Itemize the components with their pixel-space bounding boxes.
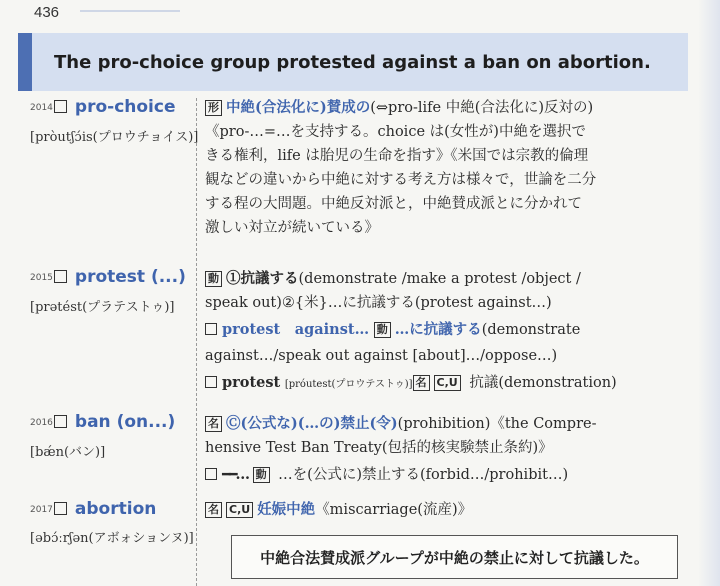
checkbox-icon[interactable] xyxy=(54,502,67,515)
definition-main: Ⓒ(公式な)(…の)禁止(令) xyxy=(226,415,398,432)
entry-body-abortion xyxy=(205,498,670,522)
entry-number: 2017 xyxy=(30,505,53,515)
derivative-text: …を(公式に)禁止する(forbid…/prohibit…) xyxy=(273,467,569,483)
definition-line xyxy=(205,96,670,120)
pos-verb-icon: 動 xyxy=(253,467,270,483)
derivative-line xyxy=(205,368,670,397)
checkbox-icon[interactable] xyxy=(54,100,67,113)
pos-verb-icon: 動 xyxy=(205,271,222,287)
derivative-word: ━━… xyxy=(222,466,248,483)
entry-number: 2016 xyxy=(30,418,53,428)
definition-text: (demonstrate /make a protest /object / xyxy=(298,271,581,287)
pos-noun-icon: 名 xyxy=(205,416,222,432)
checkbox-icon[interactable] xyxy=(205,468,217,480)
checkbox-icon[interactable] xyxy=(54,270,67,283)
pronunciation: [pròutʃɔ́is(プロウチョイス)] xyxy=(30,130,199,145)
definition-main: ①抗議する xyxy=(226,270,299,287)
definition-line: against…/speak out against [about]…/oppose…) xyxy=(205,348,558,364)
pronunciation: [prətést(プラテストゥ)] xyxy=(30,300,175,315)
example-sentence: The pro-choice group protested against a ban on abortion. xyxy=(54,51,651,73)
phrase-main: protest against… xyxy=(222,321,370,338)
pos-verb-icon: 動 xyxy=(374,322,391,338)
definition-line xyxy=(205,267,670,291)
definition-line: 激しい対立が続いている》 xyxy=(205,220,379,236)
translation-box: 中絶合法賛成派グループが中絶の禁止に対して抗議した。 xyxy=(231,535,678,579)
pronunciation: [əbɔ́ːrʃən(アボォションヌ)] xyxy=(30,531,194,546)
derivative-word: protest xyxy=(222,374,281,391)
pos-noun-icon: 名 xyxy=(413,375,430,391)
headword: abortion xyxy=(74,499,157,519)
header-rule xyxy=(80,10,180,12)
page-edge-shadow xyxy=(698,0,720,586)
entry-number: 2014 xyxy=(30,103,53,113)
pos-adjective-icon: 形 xyxy=(205,100,222,116)
derivative-line xyxy=(205,460,670,489)
headword: protest (...) xyxy=(74,267,186,287)
definition-text: (prohibition)《the Compre- xyxy=(397,416,597,432)
pos-noun-icon: 名 xyxy=(205,502,222,518)
definition-line: hensive Test Ban Treaty(包括的核実験禁止条約)》 xyxy=(205,440,553,456)
phrase-line xyxy=(205,315,670,344)
entry-body-ban xyxy=(205,412,670,489)
countable-uncountable-icon: C,U xyxy=(434,375,461,391)
derivative-pron: [próutest(プロウテストゥ)] xyxy=(284,379,413,390)
headword: ban (on...) xyxy=(74,412,176,432)
countable-uncountable-icon: C,U xyxy=(226,502,253,518)
column-divider xyxy=(196,98,197,586)
entry-head-ban xyxy=(30,412,175,432)
pronunciation: [bǽn(バン)] xyxy=(30,445,106,460)
definition-text: 《miscarriage(流産)》 xyxy=(315,502,473,518)
definition-line xyxy=(205,412,670,436)
entry-head-abortion xyxy=(30,499,156,519)
phrase-meaning: …に抗議する xyxy=(394,321,482,338)
example-sentence-banner xyxy=(18,33,688,91)
checkbox-icon[interactable] xyxy=(205,376,217,388)
definition-line: 《pro-…=…を支持する。choice は(女性が)中絶を選択で xyxy=(205,124,586,140)
entry-body-pro-choice xyxy=(205,96,670,240)
definition-line: 観などの違いから中絶に対する考え方は様々で，世論を二分 xyxy=(205,172,597,188)
entry-head-protest xyxy=(30,267,186,287)
phrase-text: (demonstrate xyxy=(481,322,581,338)
entry-head-pro-choice xyxy=(30,97,176,117)
page-number: 436 xyxy=(34,4,60,21)
definition-line: する程の大問題。中絶反対派と，中絶賛成派とに分かれて xyxy=(205,196,582,212)
definition-line: きる権利，life は胎児の生命を指す》《米国では宗教的倫理 xyxy=(205,148,589,164)
definition-main: 妊娠中絶 xyxy=(257,501,316,518)
entry-number: 2015 xyxy=(30,273,53,283)
headword: pro-choice xyxy=(74,97,176,117)
entry-body-protest xyxy=(205,267,670,397)
derivative-text: 抗議(demonstration) xyxy=(464,375,617,391)
definition-main: 中絶(合法化に)賛成の xyxy=(226,99,371,116)
definition-text: (⇔pro-life 中絶(合法化に)反対の) xyxy=(370,100,594,116)
definition-line xyxy=(205,498,670,522)
checkbox-icon[interactable] xyxy=(54,415,67,428)
checkbox-icon[interactable] xyxy=(205,323,217,335)
definition-line: speak out)②{米}…に抗議する(protest against…) xyxy=(205,295,552,311)
